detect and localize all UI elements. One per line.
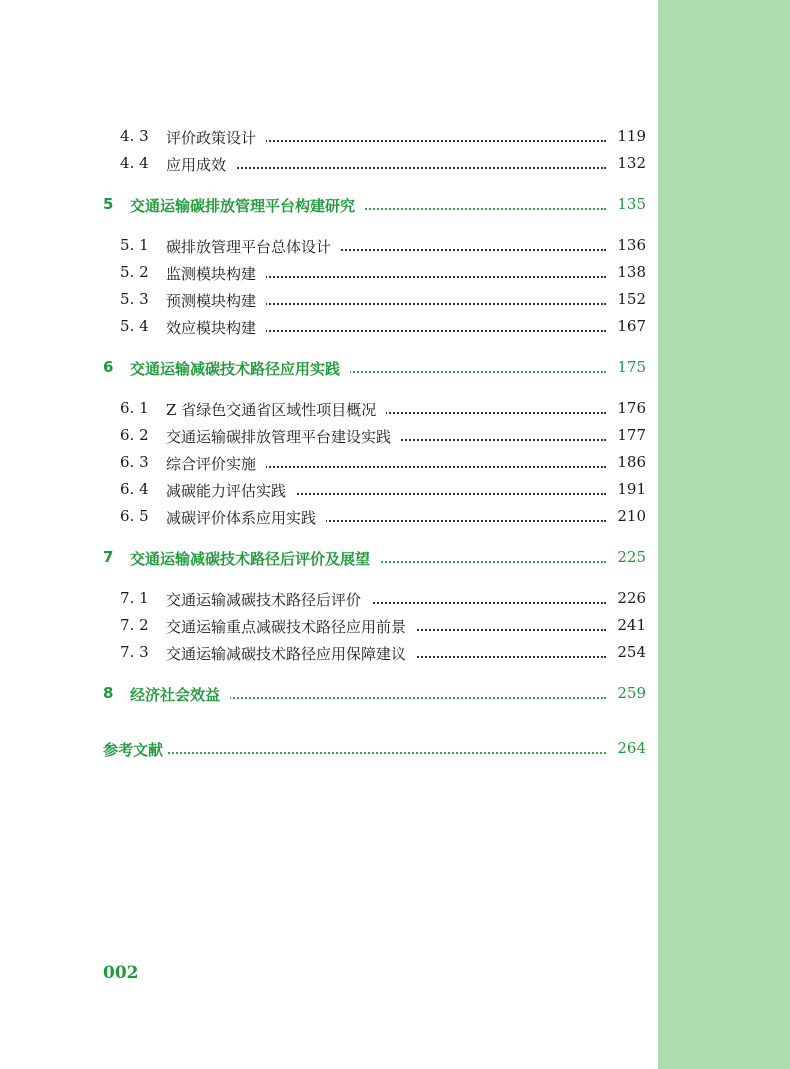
- chapter-title: 交通运输减碳技术路径后评价及展望: [130, 548, 380, 569]
- page-ref: 264: [617, 739, 646, 757]
- section-number: 6. 2: [120, 426, 149, 444]
- page-ref: 119: [617, 127, 646, 145]
- toc-entry-6-2[interactable]: [0, 424, 658, 448]
- section-title: 碳排放管理平台总体设计: [166, 236, 341, 257]
- page-ref: 210: [617, 507, 646, 525]
- section-title: 综合评价实施: [166, 453, 266, 474]
- toc-entry-5-1[interactable]: [0, 234, 658, 258]
- page-ref: 177: [617, 426, 646, 444]
- page-ref: 167: [617, 317, 646, 335]
- toc-entry-6-4[interactable]: [0, 478, 658, 502]
- section-number: 7. 2: [120, 616, 149, 634]
- toc-entry-4-4[interactable]: [0, 152, 658, 176]
- chapter-title: 交通运输碳排放管理平台构建研究: [130, 195, 365, 216]
- section-number: 6. 4: [120, 480, 149, 498]
- toc-entry-5-2[interactable]: [0, 261, 658, 285]
- toc-entry-6-3[interactable]: [0, 451, 658, 475]
- page-ref: 152: [617, 290, 646, 308]
- page-ref: 135: [617, 195, 646, 213]
- toc-entry-7-2[interactable]: [0, 614, 658, 638]
- page-ref: 176: [617, 399, 646, 417]
- page-ref: 226: [617, 589, 646, 607]
- section-number: 6. 3: [120, 453, 149, 471]
- section-title: 评价政策设计: [166, 127, 266, 148]
- section-number: 5. 3: [120, 290, 149, 308]
- page-ref: 132: [617, 154, 646, 172]
- page-ref: 241: [617, 616, 646, 634]
- section-number: 4. 3: [120, 127, 149, 145]
- section-title: 减碳能力评估实践: [166, 480, 296, 501]
- page-ref: 254: [617, 643, 646, 661]
- section-title: 效应模块构建: [166, 317, 266, 338]
- toc-entry-7-3[interactable]: [0, 641, 658, 665]
- toc-chapter-6[interactable]: [0, 356, 658, 380]
- page-ref: 186: [617, 453, 646, 471]
- section-title: 交通运输减碳技术路径后评价: [166, 589, 371, 610]
- section-title: 应用成效: [166, 154, 236, 175]
- section-number: 6. 1: [120, 399, 149, 417]
- section-title: 减碳评价体系应用实践: [166, 507, 326, 528]
- chapter-number: 8: [103, 684, 114, 702]
- section-title: 预测模块构建: [166, 290, 266, 311]
- section-title: Z 省绿色交通省区域性项目概况: [166, 399, 386, 420]
- side-color-band: [658, 0, 790, 1069]
- toc-chapter-7[interactable]: [0, 546, 658, 570]
- section-number: 7. 3: [120, 643, 149, 661]
- toc-chapter-8[interactable]: [0, 682, 658, 706]
- chapter-number: 5: [103, 195, 114, 213]
- toc-entry-7-1[interactable]: [0, 587, 658, 611]
- section-number: 4. 4: [120, 154, 149, 172]
- section-title: 交通运输减碳技术路径应用保障建议: [166, 643, 416, 664]
- section-title: 监测模块构建: [166, 263, 266, 284]
- page-ref: 175: [617, 358, 646, 376]
- toc-entry-6-1[interactable]: [0, 397, 658, 421]
- section-title: 交通运输碳排放管理平台建设实践: [166, 426, 401, 447]
- leader-dots: [103, 734, 606, 754]
- toc-entry-5-4[interactable]: [0, 315, 658, 339]
- page-ref: 136: [617, 236, 646, 254]
- page-number: 002: [103, 963, 139, 983]
- page-ref: 259: [617, 684, 646, 702]
- toc-entry-5-3[interactable]: [0, 288, 658, 312]
- chapter-number: 6: [103, 358, 114, 376]
- toc-chapter-5[interactable]: [0, 193, 658, 217]
- section-number: 5. 2: [120, 263, 149, 281]
- page-ref: 225: [617, 548, 646, 566]
- toc-entry-4-3[interactable]: [0, 125, 658, 149]
- section-number: 7. 1: [120, 589, 149, 607]
- toc-entry-6-5[interactable]: [0, 505, 658, 529]
- section-number: 5. 4: [120, 317, 149, 335]
- section-number: 5. 1: [120, 236, 149, 254]
- references-title: 参考文献: [103, 739, 167, 760]
- section-title: 交通运输重点减碳技术路径应用前景: [166, 616, 416, 637]
- chapter-title: 交通运输减碳技术路径应用实践: [130, 358, 350, 379]
- section-number: 6. 5: [120, 507, 149, 525]
- chapter-number: 7: [103, 548, 114, 566]
- toc-references[interactable]: [0, 737, 658, 761]
- page-ref: 191: [617, 480, 646, 498]
- chapter-title: 经济社会效益: [130, 684, 230, 705]
- page-ref: 138: [617, 263, 646, 281]
